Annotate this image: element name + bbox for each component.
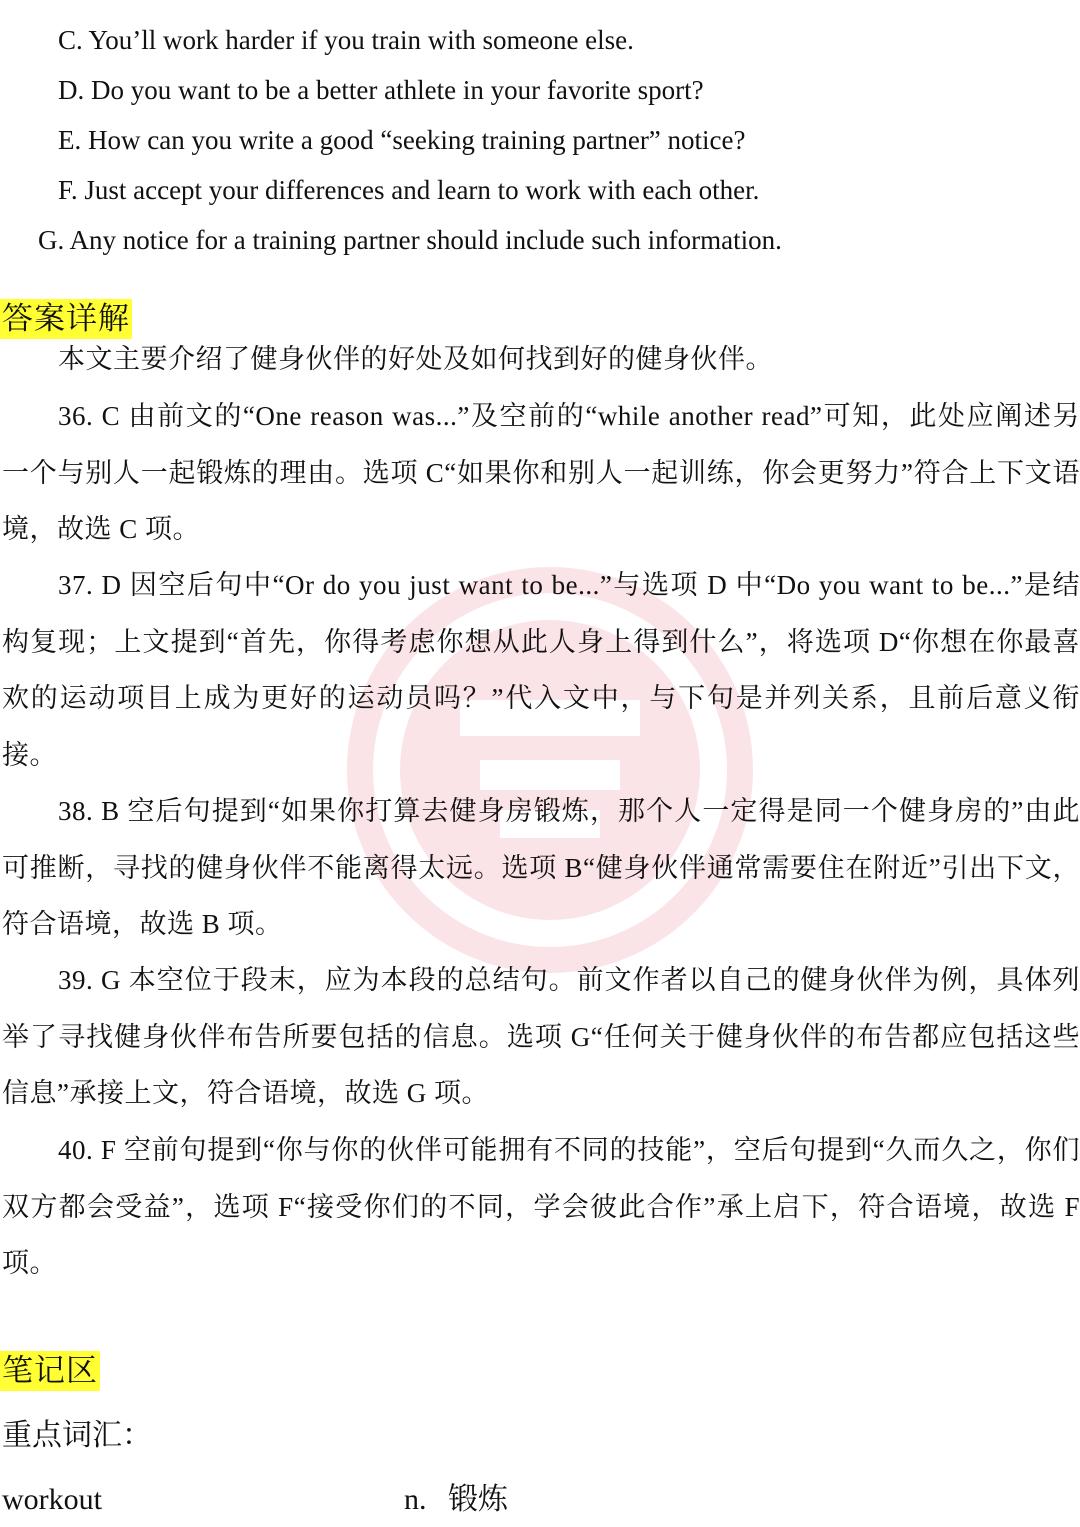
vocab-row <box>2 1480 1080 1520</box>
option-c: C. You’ll work harder if you train with someone else. <box>58 25 634 55</box>
answer-section-title: 答案详解 <box>0 299 132 339</box>
answer-item-37: 37. D 因空后句中“Or do you just want to be...”与选项 D 中“Do you want to be...”是结构复现；上文提到“首先，你得考虑你想从此人身上得到什么”，将选项 D“你想在你最喜欢的运动项目上成为更好的运动员吗？”代入文中，与下句是并列关系，且前后意义衔接。 <box>2 570 1080 770</box>
option-f: F. Just accept your differences and learn to work with each other. <box>58 175 760 205</box>
option-d: D. Do you want to be a better athlete in your favorite sport? <box>58 75 704 105</box>
notes-section-title: 笔记区 <box>0 1351 100 1391</box>
answer-item-39: 39. G 本空位于段末，应为本段的总结句。前文作者以自己的健身伙伴为例，具体列举了寻找健身伙伴布告所要包括的信息。选项 G“任何关于健身伙伴的布告都应包括这些信息”承接上文，符合语境，故选 G 项。 <box>2 965 1080 1108</box>
option-g: G. Any notice for a training partner should include such information. <box>38 225 782 255</box>
answer-summary: 本文主要介绍了健身伙伴的好处及如何找到好的健身伙伴。 <box>58 344 773 374</box>
answer-item-40: 40. F 空前句提到“你与你的伙伴可能拥有不同的技能”，空后句提到“久而久之，你们双方都会受益”，选项 F“接受你们的不同，学会彼此合作”承上启下，符合语境，故选 F 项。 <box>2 1135 1080 1278</box>
answer-item-36: 36. C 由前文的“One reason was...”及空前的“while another read”可知，此处应阐述另一个与别人一起锻炼的理由。选项 C“如果你和别人一起训练，你会更努力”符合上下文语境，故选 C 项。 <box>2 401 1080 544</box>
answer-item-38: 38. B 空后句提到“如果你打算去健身房锻炼，那个人一定得是同一个健身房的”由此可推断，寻找的健身伙伴不能离得太远。选项 B“健身伙伴通常需要住在附近”引出下文，符合语境，故选 B 项。 <box>2 796 1080 939</box>
vocab-word: workout <box>2 1483 102 1516</box>
vocab-part-of-speech: n. <box>404 1483 427 1516</box>
option-e: E. How can you write a good “seeking training partner” notice? <box>58 125 746 155</box>
vocab-meaning: 锻炼 <box>448 1483 508 1516</box>
vocab-heading: 重点词汇： <box>2 1419 152 1452</box>
